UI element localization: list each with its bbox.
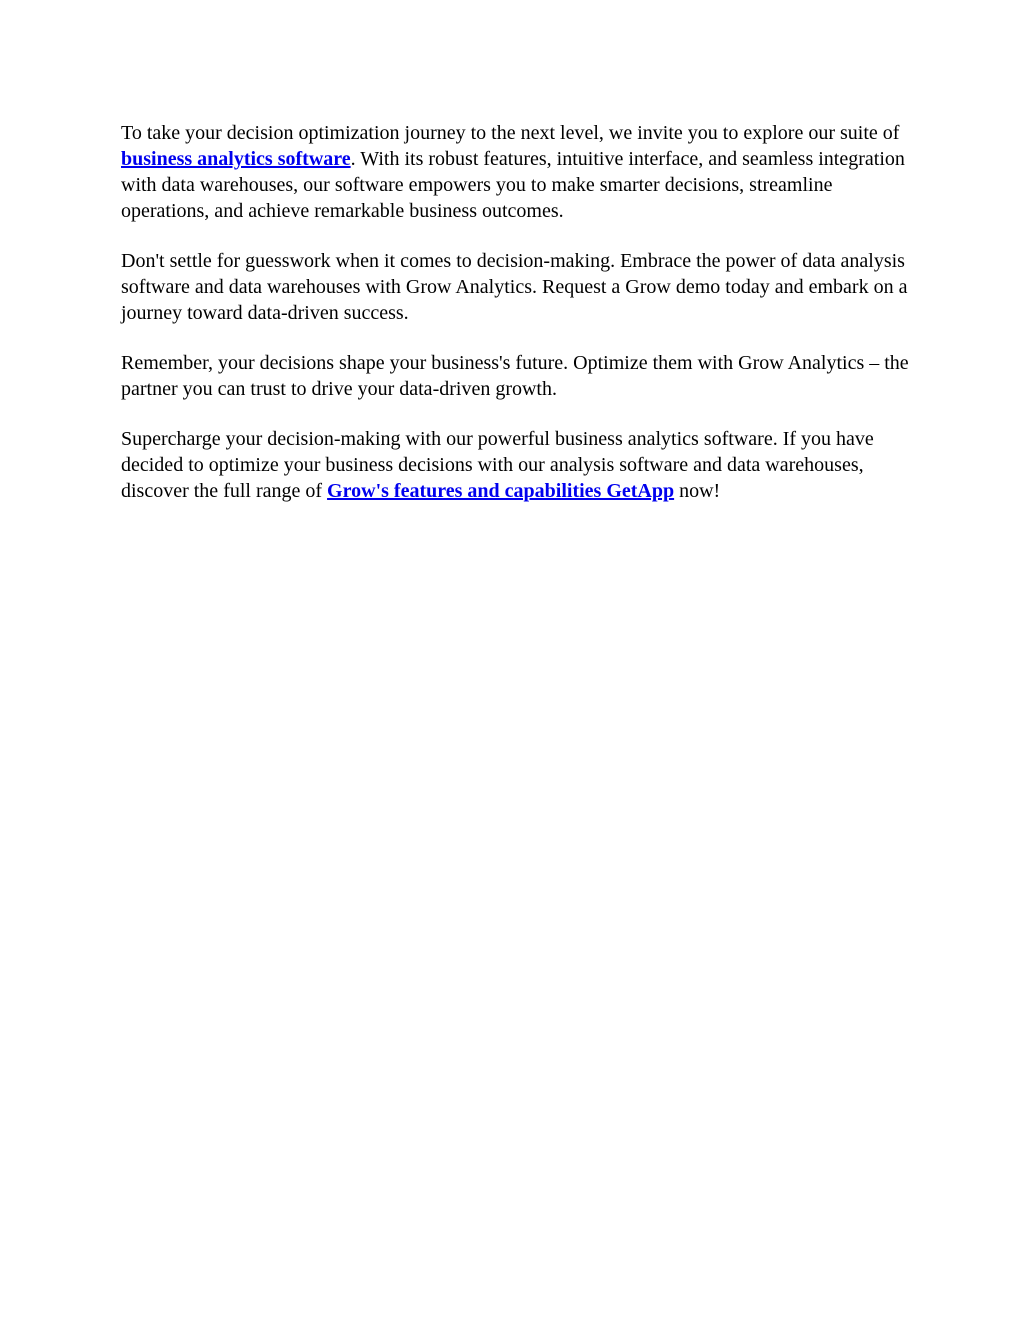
paragraph-supercharge bbox=[121, 426, 911, 504]
paragraph-1-text-after: . With its robust features, intuitive interface, and seamless integration with data warehouses, our software empowers you to make smarter decisions, streamline operations, and achieve remarkable business outcomes. bbox=[121, 148, 905, 222]
paragraph-1-text-before: To take your decision optimization journey to the next level, we invite you to explore our suite of bbox=[121, 122, 900, 144]
paragraph-remember: Remember, your decisions shape your business's future. Optimize them with Grow Analytics – the partner you can trust to drive your data-driven growth. bbox=[121, 352, 909, 400]
paragraph-explore-suite bbox=[121, 120, 911, 224]
paragraph-4-text-after: now! bbox=[674, 480, 721, 502]
document-body bbox=[121, 120, 911, 528]
grow-features-getapp-link[interactable]: Grow's features and capabilities GetApp bbox=[327, 480, 675, 502]
paragraph-guesswork: Don't settle for guesswork when it comes to decision-making. Embrace the power of data analysis software and data warehouses with Grow Analytics. Request a Grow demo today and embark on a journey toward data-driven success. bbox=[121, 250, 908, 324]
paragraph-4-text-before: Supercharge your decision-making with our powerful business analytics software. If you have decided to optimize your business decisions with our analysis software and data warehouses, discover the full range of bbox=[121, 428, 874, 502]
business-analytics-software-link[interactable]: business analytics software bbox=[121, 148, 351, 170]
